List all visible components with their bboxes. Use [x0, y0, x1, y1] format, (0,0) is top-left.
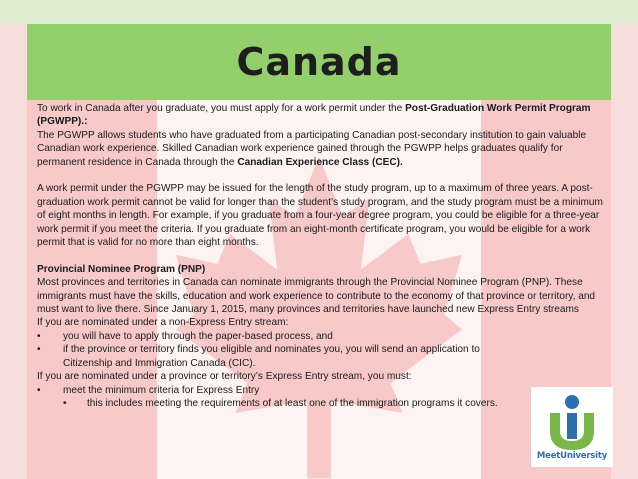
list-item — [37, 343, 527, 370]
logo-wordmark: MeetUniversity — [536, 451, 608, 461]
bullet-marker: • — [63, 397, 67, 409]
pnp-paragraph: Most provinces and territories in Canada can nominate immigrants through the Provincial Nominee Program (PNP). These immigrants must have the skills, education and work experience to contribute to the economy of that province or territory, and must want to live there. Since January 1, 2015, many provinces and territories have launched new Express Entry streams — [37, 277, 596, 316]
bullet-marker: • — [37, 344, 41, 356]
pgwpp-program-name: Post-Graduation Work Permit Program (PGWPP).: — [37, 103, 591, 128]
bullet-marker: • — [37, 384, 41, 396]
title-bar — [27, 24, 611, 100]
pgwpp-intro-text: To work in Canada after you graduate, you must apply for a work permit under the — [37, 103, 406, 114]
pgwpp-description — [37, 129, 603, 169]
pgwpp-description-text: The PGWPP allows students who have graduated from a participating Canadian post-secondary institution to gain valuable Canadian work experience. Skilled Canadian work experience gained through the PGWPP helps graduates qualify for permanent residence in Canada through the — [37, 129, 587, 168]
list-item — [37, 384, 603, 397]
bullet-marker: • — [37, 330, 41, 342]
pgwpp-intro — [37, 102, 603, 129]
right-margin — [611, 24, 638, 479]
bullet-text: meet the minimum criteria for Express Entry — [63, 384, 260, 396]
list-item — [37, 330, 603, 343]
pgwpp-length-paragraph: A work permit under the PGWPP may be issued for the length of the study program, up to a maximum of three years. A post-graduation work permit cannot be valid for longer than the student’s study program, and the study program must be a minimum of eight months in length. For example, if you graduate from a four-year degree program, you could be eligible for a three-year work permit if you meet the criteria. If you graduate from an eight-month certificate program, you would be eligible for a work permit that is valid for no more than eight months. — [37, 183, 603, 249]
non-express-entry-intro: If you are nominated under a non-Express Entry stream: — [37, 317, 289, 329]
top-band — [0, 0, 638, 24]
meetuniversity-logo — [531, 387, 613, 467]
slide-body — [37, 102, 603, 410]
left-margin — [0, 24, 27, 479]
bullet-text: you will have to apply through the paper-based process, and — [63, 330, 333, 342]
express-entry-intro: If you are nominated under a province or territory’s Express Entry stream, you must: — [37, 371, 412, 383]
slide-title: Canada — [236, 40, 402, 84]
list-item — [37, 397, 603, 410]
bullet-text: if the province or territory finds you eligible and nominates you, you will send an application to Citizenship and Immigration Canada (CIC). — [63, 344, 480, 369]
logo-mark-icon — [542, 391, 602, 451]
bullet-text: this includes meeting the requirements of at least one of the immigration programs it covers. — [87, 397, 498, 409]
pnp-heading: Provincial Nominee Program (PNP) — [37, 263, 206, 275]
cec-program-name: Canadian Experience Class (CEC). — [237, 156, 403, 168]
